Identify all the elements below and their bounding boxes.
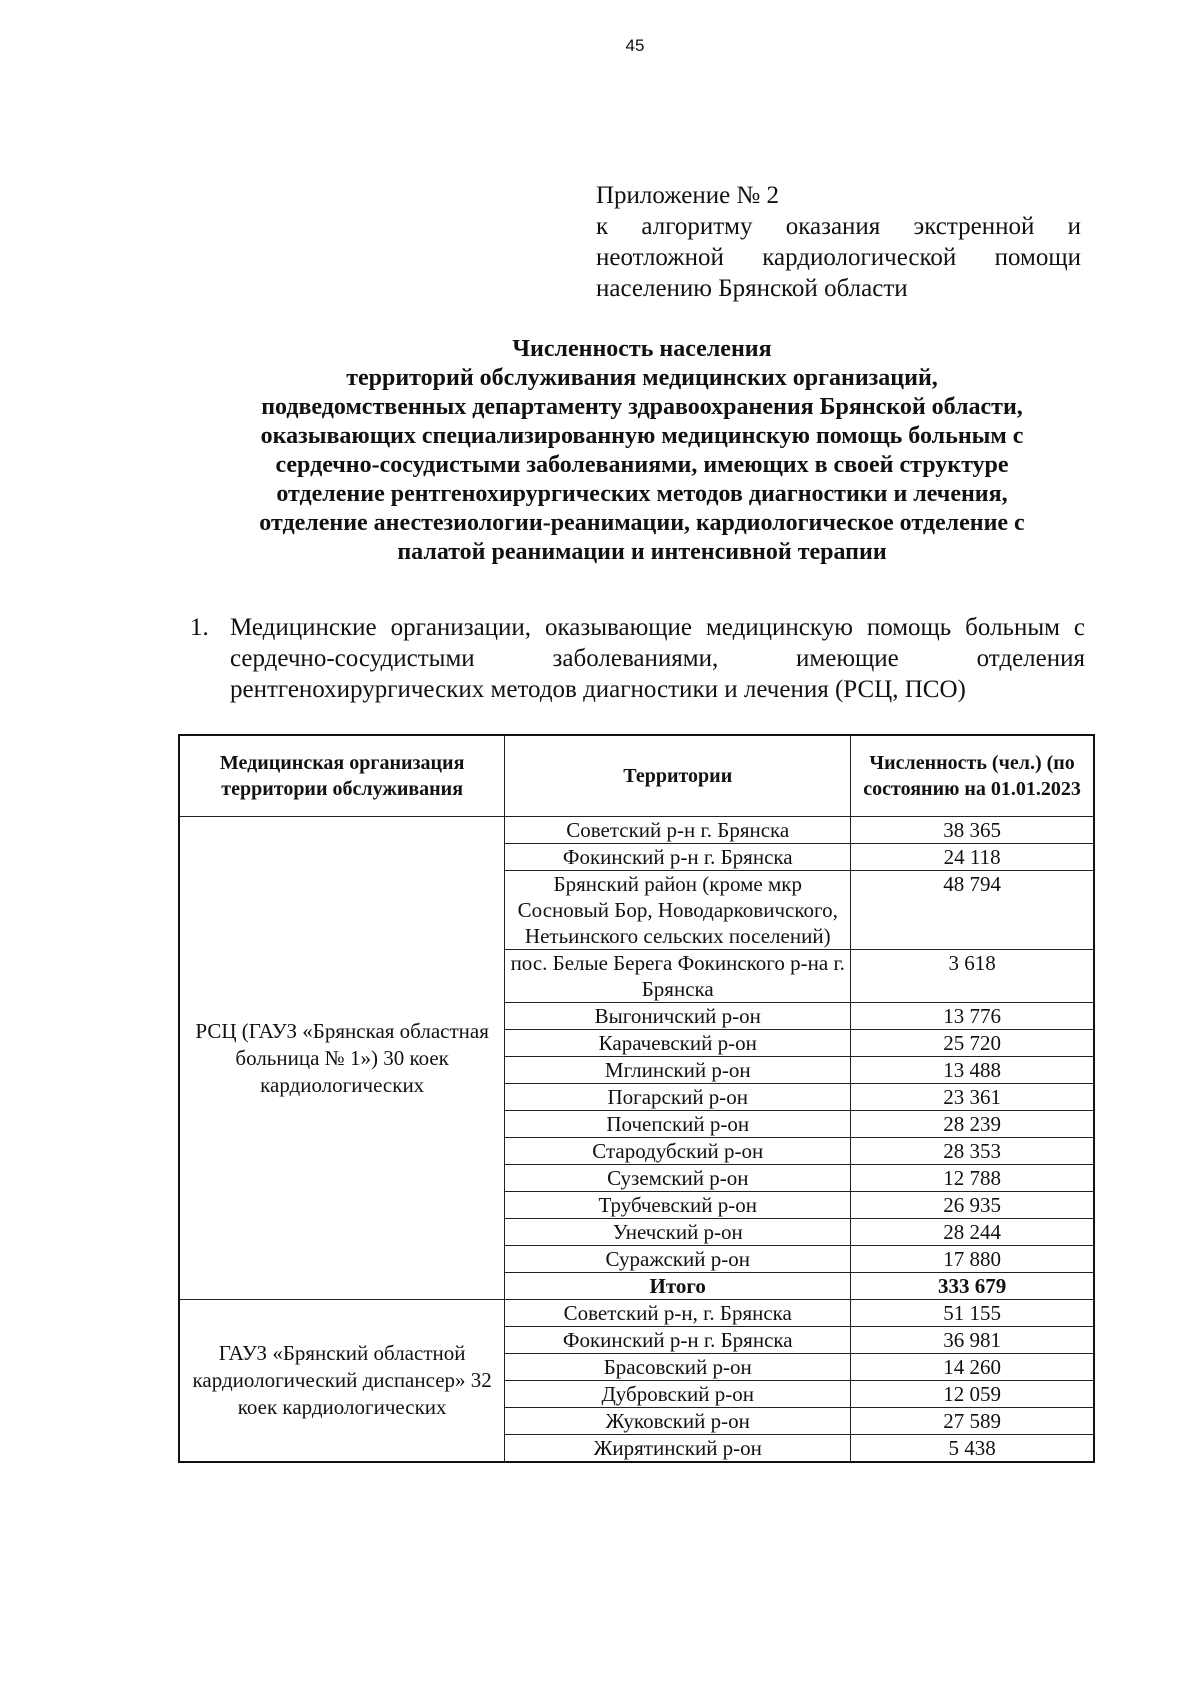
population-cell: 28 239 xyxy=(851,1111,1094,1138)
population-cell: 13 488 xyxy=(851,1057,1094,1084)
population-cell: 13 776 xyxy=(851,1003,1094,1030)
territory-cell: Советский р-н, г. Брянска xyxy=(505,1300,851,1327)
heading-line: палатой реанимации и интенсивной терапии xyxy=(397,539,887,565)
population-cell: 14 260 xyxy=(851,1354,1094,1381)
heading-line: отделение анестезиологии-реанимации, кардиологическое отделение с xyxy=(259,510,1025,536)
population-cell: 23 361 xyxy=(851,1084,1094,1111)
population-cell: 51 155 xyxy=(851,1300,1094,1327)
population-cell: 5 438 xyxy=(851,1435,1094,1463)
section-number: 1. xyxy=(190,614,209,641)
appendix-subtitle: к алгоритму оказания экстренной и неотложной кардиологической помощи населению Брянской области xyxy=(596,213,1081,302)
population-cell: 17 880 xyxy=(851,1246,1094,1273)
heading-line: территорий обслуживания медицинских организаций, xyxy=(346,365,938,391)
table-body xyxy=(179,817,1094,1463)
population-cell: 24 118 xyxy=(851,844,1094,871)
population-cell: 36 981 xyxy=(851,1327,1094,1354)
population-cell: 26 935 xyxy=(851,1192,1094,1219)
population-cell: 48 794 xyxy=(851,871,1094,950)
territory-cell: Дубровский р-он xyxy=(505,1381,851,1408)
table-row xyxy=(179,1300,1094,1327)
heading-line: сердечно-сосудистыми заболеваниями, имеющих в своей структуре xyxy=(275,452,1009,478)
territory-cell: Мглинский р-он xyxy=(505,1057,851,1084)
territory-cell: Суражский р-он xyxy=(505,1246,851,1273)
population-cell: 3 618 xyxy=(851,950,1094,1003)
territory-cell: Погарский р-он xyxy=(505,1084,851,1111)
table-header-row xyxy=(179,735,1094,817)
population-cell: 28 353 xyxy=(851,1138,1094,1165)
territory-cell: Карачевский р-он xyxy=(505,1030,851,1057)
population-cell: 28 244 xyxy=(851,1219,1094,1246)
territory-cell: Жуковский р-он xyxy=(505,1408,851,1435)
territory-cell: Суземский р-он xyxy=(505,1165,851,1192)
population-cell: 25 720 xyxy=(851,1030,1094,1057)
territory-cell: Фокинский р-н г. Брянска xyxy=(505,1327,851,1354)
territory-cell: Трубчевский р-он xyxy=(505,1192,851,1219)
org-cell: РСЦ (ГАУЗ «Брянская областная больница № 1») 30 коек кардиологических xyxy=(179,817,505,1300)
territory-cell: Унечский р-он xyxy=(505,1219,851,1246)
territory-cell: Брянский район (кроме мкр Сосновый Бор, Новодарковичского, Нетьинского сельских поселений) xyxy=(505,871,851,950)
population-cell: 27 589 xyxy=(851,1408,1094,1435)
territory-cell: Брасовский р-он xyxy=(505,1354,851,1381)
heading-line: оказывающих специализированную медицинскую помощь больным с xyxy=(260,423,1024,449)
appendix-title: Приложение № 2 xyxy=(596,182,780,209)
territory-cell: Жирятинский р-он xyxy=(505,1435,851,1463)
territory-cell: пос. Белые Берега Фокинского р-на г. Брянска xyxy=(505,950,851,1003)
territory-cell: Выгоничский р-он xyxy=(505,1003,851,1030)
population-cell: 38 365 xyxy=(851,817,1094,844)
population-cell: 12 059 xyxy=(851,1381,1094,1408)
heading-line: отделение рентгенохирургических методов диагностики и лечения, xyxy=(276,481,1008,507)
section-1 xyxy=(190,612,1085,705)
header-territory: Территории xyxy=(505,735,851,817)
heading-line: подведомственных департаменту здравоохранения Брянской области, xyxy=(261,394,1023,420)
population-cell: 12 788 xyxy=(851,1165,1094,1192)
page-number: 45 xyxy=(625,36,645,55)
territory-cell: Почепский р-он xyxy=(505,1111,851,1138)
territory-cell: Советский р-н г. Брянска xyxy=(505,817,851,844)
population-table xyxy=(178,734,1095,1463)
header-org: Медицинская организация территории обслуживания xyxy=(179,735,505,817)
table-row xyxy=(179,817,1094,844)
document-heading xyxy=(170,335,1114,567)
appendix-block xyxy=(596,180,1081,304)
total-label: Итого xyxy=(505,1273,851,1300)
total-value: 333 679 xyxy=(851,1273,1094,1300)
territory-cell: Фокинский р-н г. Брянска xyxy=(505,844,851,871)
territory-cell: Стародубский р-он xyxy=(505,1138,851,1165)
section-text: Медицинские организации, оказывающие медицинскую помощь больным с сердечно-сосудистыми заболеваниями, имеющие отделения рентгенохирургических методов диагностики и лечения (РСЦ, ПСО) xyxy=(230,614,1085,703)
header-population: Численность (чел.) (по состоянию на 01.01.2023 xyxy=(851,735,1094,817)
org-cell: ГАУЗ «Брянский областной кардиологический диспансер» 32 коек кардиологических xyxy=(179,1300,505,1463)
heading-line: Численность населения xyxy=(512,336,772,362)
